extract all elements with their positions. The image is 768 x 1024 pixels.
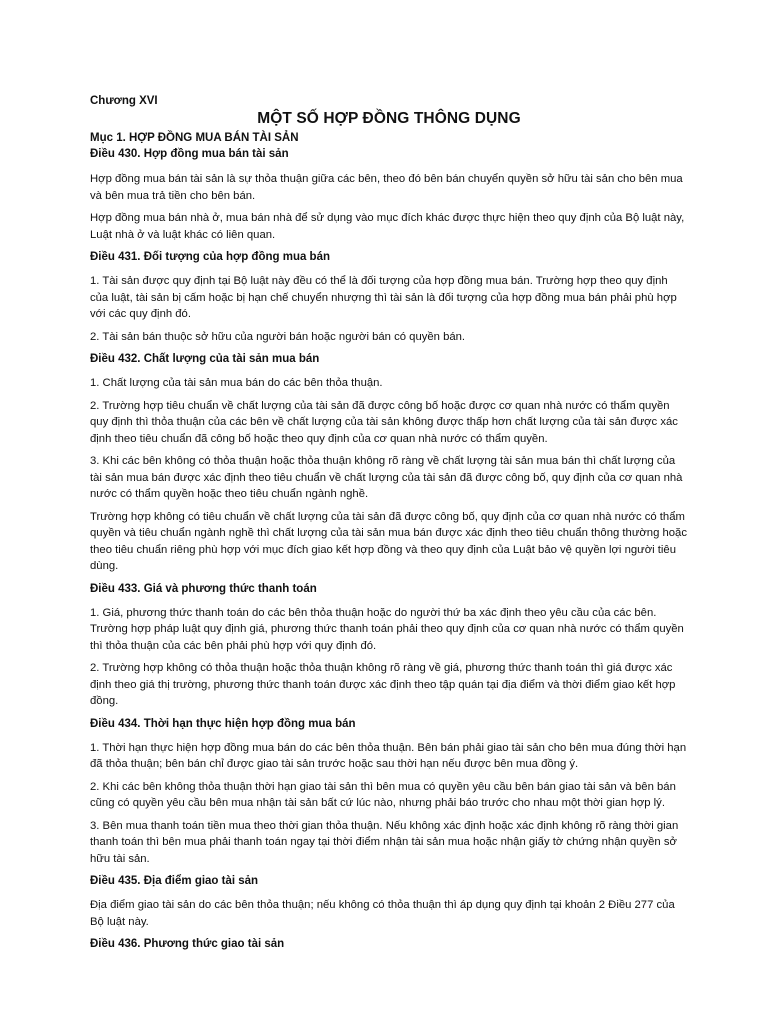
article-430 (90, 146, 688, 243)
article-436 (90, 936, 688, 952)
article-paragraph: 1. Thời hạn thực hiện hợp đồng mua bán do các bên thỏa thuận. Bên bán phải giao tài sản cho bên mua đúng thời hạn đã thỏa thuận; bên bán chỉ được giao tài sản trước hoặc sau thời hạn nếu được bên mua đồng ý. (90, 741, 687, 770)
article-433 (90, 581, 688, 710)
article-435 (90, 873, 688, 930)
article-paragraph: 1. Giá, phương thức thanh toán do các bên thỏa thuận hoặc do người thứ ba xác định theo yêu cầu của các bên. Trường hợp pháp luật quy định giá, phương thức thanh toán phải theo quy định của cơ quan nhà nước có thẩm quyền thì thỏa thuận của các bên phải phù hợp với quy định đó. (90, 606, 684, 652)
article-title: Điều 435. Địa điểm giao tài sản (90, 875, 259, 887)
article-432 (90, 351, 688, 575)
document-page (90, 93, 688, 960)
article-paragraph: 1. Tài sản được quy định tại Bộ luật này đều có thể là đối tượng của hợp đồng mua bán. Trường hợp theo quy định của luật, tài sản bị cấm hoặc bị hạn chế chuyển nhượng thì tài sản là đối tượng của hợp đồng mua bán phải phù hợp với các quy định đó. (90, 275, 677, 320)
article-434 (90, 716, 688, 868)
article-paragraph: 2. Trường hợp không có thỏa thuận hoặc thỏa thuận không rõ ràng về giá, phương thức thanh toán thì giá được xác định theo giá thị trường, phương thức thanh toán được xác định theo tập quán tại địa điểm và thời điểm giao kết hợp đồng. (90, 662, 676, 707)
article-title: Điều 430. Hợp đồng mua bán tài sản (90, 148, 289, 160)
article-paragraph: Hợp đồng mua bán tài sản là sự thỏa thuận giữa các bên, theo đó bên bán chuyển quyền sở hữu tài sản cho bên mua và bên mua trả tiền cho bên bán. (90, 173, 683, 202)
article-paragraph: 2. Trường hợp tiêu chuẩn về chất lượng của tài sản đã được công bố hoặc được cơ quan nhà nước có thẩm quyền quy định thì thỏa thuận của các bên về chất lượng của tài sản không được thấp hơn chất lượng của tài sản được xác định theo tiêu chuẩn đã công bố hoặc theo quy định của cơ quan nhà nước có thẩm quyền. (90, 399, 678, 445)
article-title: Điều 436. Phương thức giao tài sản (90, 938, 285, 950)
article-paragraph: 1. Chất lượng của tài sản mua bán do các bên thỏa thuận. (90, 377, 383, 389)
document-title: MỘT SỐ HỢP ĐỒNG THÔNG DỤNG (257, 110, 521, 127)
article-title: Điều 434. Thời hạn thực hiện hợp đồng mua bán (90, 717, 356, 730)
article-431 (90, 249, 688, 345)
article-paragraph: 2. Khi các bên không thỏa thuận thời hạn giao tài sản thì bên mua có quyền yêu cầu bên bán giao tài sản và bên bán cũng có quyền yêu cầu bên mua nhận tài sản bất cứ lúc nào, nhưng phải báo trước cho nhau một thời gian hợp lý. (90, 780, 676, 809)
chapter-label: Chương XVI (90, 95, 158, 107)
article-paragraph: Hợp đồng mua bán nhà ở, mua bán nhà để sử dụng vào mục đích khác được thực hiện theo quy định của Bộ luật này, Luật nhà ở và luật khác có liên quan. (90, 212, 685, 241)
article-title: Điều 433. Giá và phương thức thanh toán (90, 582, 317, 595)
article-paragraph: 3. Bên mua thanh toán tiền mua theo thời gian thỏa thuận. Nếu không xác định hoặc xác định không rõ ràng thời gian thanh toán thì bên mua phải thanh toán ngay tại thời điểm nhận tài sản mua hoặc nhận giấy tờ chứng nhận quyền sở hữu tài sản. (90, 819, 679, 865)
article-paragraph: 3. Khi các bên không có thỏa thuận hoặc thỏa thuận không rõ ràng về chất lượng tài sản mua bán thì chất lượng của tài sản mua bán được xác định theo tiêu chuẩn về chất lượng của tài sản đã được công bố, quy định của cơ quan nhà nước có thẩm quyền hoặc theo tiêu chuẩn ngành nghề. (90, 455, 683, 500)
article-paragraph: 2. Tài sản bán thuộc sở hữu của người bán hoặc người bán có quyền bán. (90, 330, 466, 343)
article-paragraph: Địa điểm giao tài sản do các bên thỏa thuận; nếu không có thỏa thuận thì áp dụng quy định tại khoản 2 Điều 277 của Bộ luật này. (90, 899, 675, 928)
section-heading: Mục 1. HỢP ĐỒNG MUA BÁN TÀI SẢN (90, 132, 299, 144)
article-title: Điều 431. Đối tượng của hợp đồng mua bán (90, 251, 331, 263)
article-paragraph: Trường hợp không có tiêu chuẩn về chất lượng của tài sản đã được công bố, quy định của cơ quan nhà nước có thẩm quyền và tiêu chuẩn ngành nghề thì chất lượng của tài sản mua bán được xác định theo tiêu chuẩn thông thường hoặc theo tiêu chuẩn riêng phù hợp với mục đích giao kết hợp đồng và theo quy định của Luật bảo vệ quyền lợi người tiêu dùng. (90, 510, 687, 572)
article-title: Điều 432. Chất lượng của tài sản mua bán (90, 353, 320, 365)
